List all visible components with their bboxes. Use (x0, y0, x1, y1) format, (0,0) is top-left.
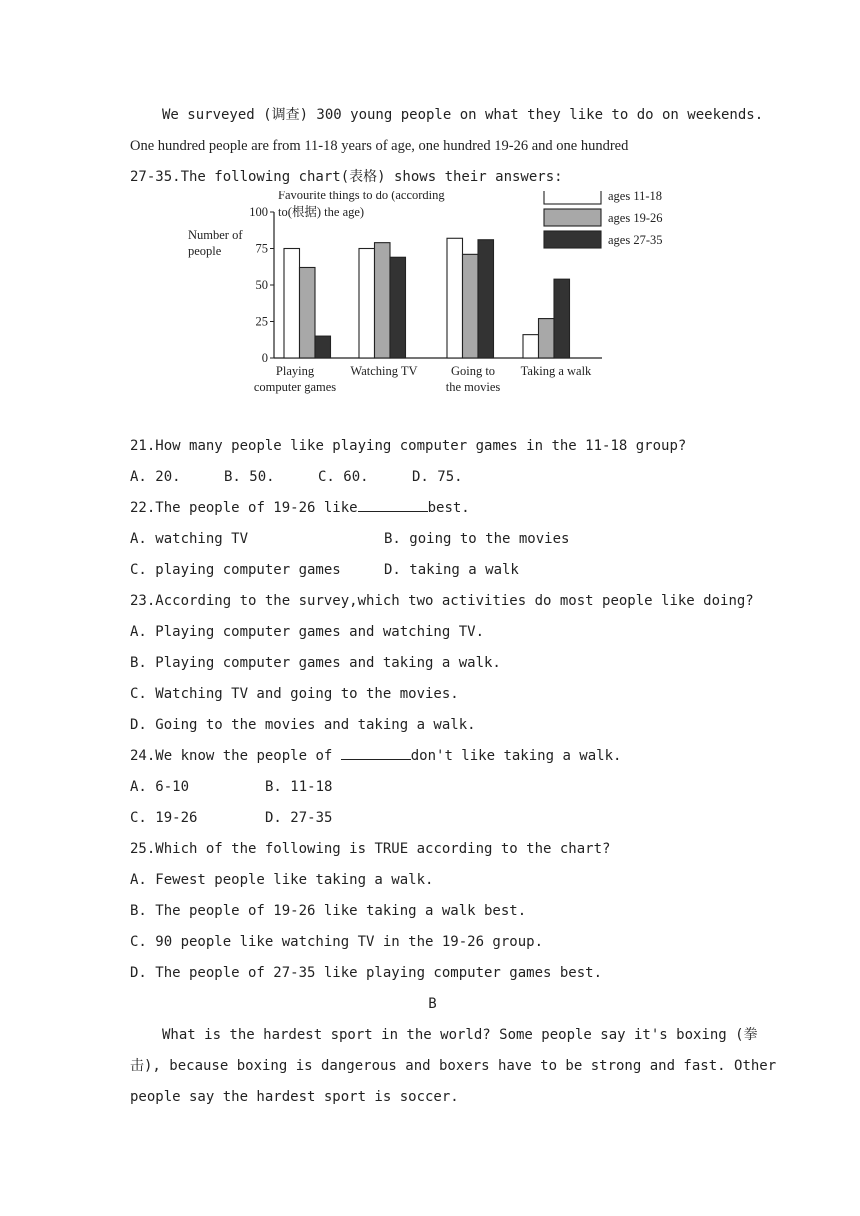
chart-container (130, 193, 735, 431)
question-stem-before: The people of 19-26 like (155, 500, 358, 516)
intro-line-2: One hundred people are from 11-18 years of age, one hundred 19-26 and one hundred (130, 138, 629, 154)
option-a[interactable]: A. 6-10 (130, 779, 190, 795)
question-22-options-row2 (130, 555, 735, 586)
option-a[interactable]: A. 20. (130, 469, 181, 485)
bar (284, 249, 300, 359)
bar (523, 335, 539, 358)
option-c[interactable]: C. 60. (318, 469, 369, 485)
chart-title-line: to(根据) the age) (278, 205, 365, 219)
bar (375, 243, 391, 358)
option-a[interactable]: A. Playing computer games and watching TV. (130, 624, 485, 640)
option-d[interactable]: D. Going to the movies and taking a walk. (130, 717, 476, 733)
question-number: 22. (130, 500, 156, 516)
y-tick-label: 100 (249, 205, 268, 219)
y-tick-label: 75 (255, 241, 268, 256)
y-tick-label: 0 (261, 351, 268, 365)
x-tick-label: Taking a walk (520, 364, 592, 378)
bar (359, 249, 375, 359)
legend-label: ages 27-35 (608, 233, 663, 247)
option-d[interactable]: D. taking a walk (384, 562, 519, 578)
option-d[interactable]: D. 75. (412, 469, 463, 485)
question-number: 24. (130, 748, 156, 764)
option-c[interactable]: C. Watching TV and going to the movies. (130, 686, 459, 702)
option-c[interactable]: C. 90 people like watching TV in the 19-26 group. (130, 934, 544, 950)
bar (539, 319, 555, 358)
intro-line-3: 27-35.The following chart(表格) shows their answers: (130, 169, 563, 185)
y-tick-label: 25 (255, 314, 268, 329)
option-b[interactable]: B. 50. (224, 469, 275, 485)
x-tick-label: the movies (445, 380, 501, 394)
question-22-options-row1 (130, 524, 735, 555)
bar (390, 257, 406, 358)
bar-chart (182, 191, 682, 406)
legend-label: ages 11-18 (608, 191, 663, 203)
legend-swatch (544, 209, 601, 226)
question-stem-after: best. (427, 500, 470, 516)
question-25 (130, 834, 735, 865)
question-stem: Which of the following is TRUE according to the chart? (155, 841, 611, 857)
question-stem: How many people like playing computer games in the 11-18 group? (155, 438, 687, 454)
legend-label: ages 19-26 (608, 211, 663, 225)
bar (478, 240, 494, 358)
legend-swatch (544, 191, 601, 204)
document-page (130, 100, 777, 1113)
question-stem-after: don't like taking a walk. (410, 748, 622, 764)
y-axis-label-line: Number of (188, 228, 243, 242)
question-number: 25. (130, 841, 156, 857)
question-22 (130, 493, 735, 524)
option-b[interactable]: B. going to the movies (384, 531, 570, 547)
option-d[interactable]: D. 27-35 (265, 810, 333, 826)
question-number: 23. (130, 593, 156, 609)
option-b[interactable]: B. The people of 19-26 like taking a walk best. (130, 903, 527, 919)
section-b-line-2: 击), because boxing is dangerous and boxers have to be strong and fast. Other (130, 1058, 777, 1074)
option-a[interactable]: A. watching TV (130, 531, 249, 547)
intro-line-1: We surveyed (调查) 300 young people on what they like to do on weekends. (162, 107, 764, 123)
y-tick-label: 50 (255, 278, 268, 292)
section-b-line-1: What is the hardest sport in the world? Some people say it's boxing (拳 (162, 1027, 758, 1043)
question-24 (130, 741, 735, 772)
option-a[interactable]: A. Fewest people like taking a walk. (130, 872, 434, 888)
bar (447, 238, 463, 358)
question-stem-before: We know the people of (155, 748, 341, 764)
x-tick-label: Watching TV (350, 364, 418, 378)
bar (463, 254, 479, 358)
question-number: 21. (130, 438, 156, 454)
section-b-line-3: people say the hardest sport is soccer. (130, 1089, 459, 1105)
answer-blank[interactable] (341, 744, 411, 760)
bar (315, 336, 331, 358)
legend-swatch (544, 231, 601, 248)
section-heading: B (428, 996, 437, 1012)
question-stem: According to the survey,which two activities do most people like doing? (155, 593, 754, 609)
chart-title-line: Favourite things to do (according (278, 191, 445, 202)
x-tick-label: Playing (275, 364, 315, 378)
question-24-options-row2 (130, 803, 735, 834)
option-b[interactable]: B. 11-18 (265, 779, 333, 795)
x-tick-label: Going to (450, 364, 496, 378)
question-21-options (130, 462, 735, 493)
y-axis-label-line: people (188, 244, 222, 258)
bar (554, 279, 570, 358)
question-24-options-row1 (130, 772, 735, 803)
option-c[interactable]: C. playing computer games (130, 562, 341, 578)
question-21 (130, 431, 735, 462)
x-tick-label: computer games (253, 380, 337, 394)
question-23 (130, 586, 754, 617)
answer-blank[interactable] (358, 496, 428, 512)
option-d[interactable]: D. The people of 27-35 like playing computer games best. (130, 965, 603, 981)
option-c[interactable]: C. 19-26 (130, 810, 198, 826)
option-b[interactable]: B. Playing computer games and taking a walk. (130, 655, 501, 671)
bar (300, 267, 316, 358)
